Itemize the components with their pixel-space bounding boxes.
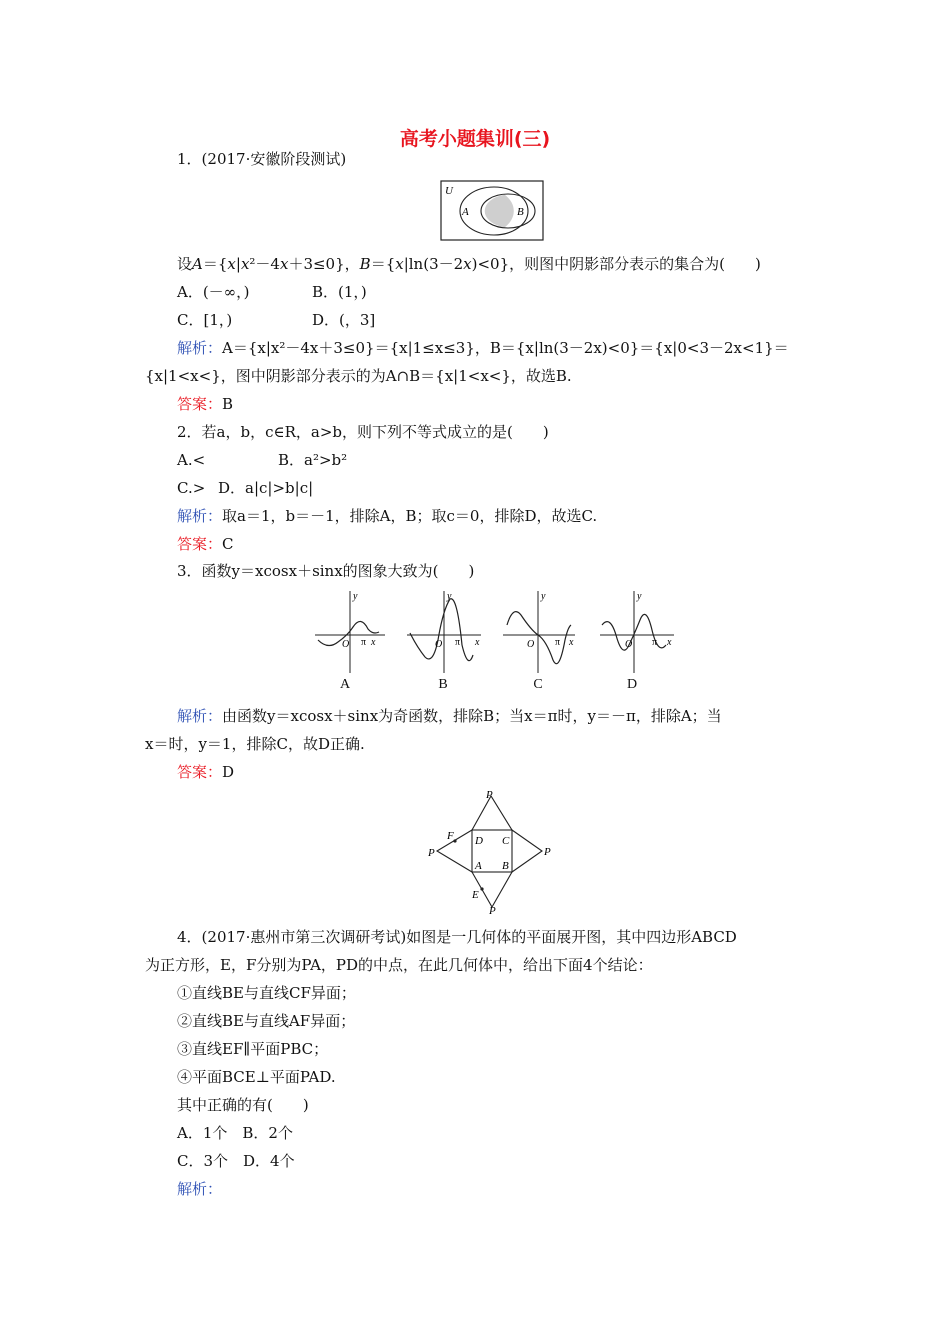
graph-a-caption: A — [339, 677, 351, 692]
net-triangle-top — [472, 796, 512, 830]
graph-a-pi: π — [361, 637, 367, 648]
q1-solution-line1: 解析：A＝{x|x²－4x＋3≤0}＝{x|1≤x≤3}，B＝{x|ln(3－2x)<0}＝{x|0<3－2x<1}＝ — [177, 339, 789, 357]
graph-b-origin: O — [435, 639, 443, 650]
graph-b-y-label: y — [447, 591, 452, 602]
net-label-d: D — [475, 835, 483, 847]
venn-label-b: B — [517, 206, 524, 218]
graph-b-x-label: x — [475, 637, 480, 648]
graph-c-caption: C — [533, 677, 543, 692]
graph-c — [503, 591, 575, 673]
page-title: 高考小题集训(三) — [399, 128, 551, 150]
graph-b-pi: π — [455, 637, 461, 648]
graph-a-y-label: y — [353, 591, 358, 602]
graph-d-pi: π — [652, 637, 658, 648]
graph-b-caption: B — [438, 677, 448, 692]
graph-c-y-label: y — [541, 591, 546, 602]
graph-d — [600, 591, 674, 673]
q4-item-2: ②直线BE与直线AF异面； — [177, 1012, 356, 1030]
q3-solution-line2: x＝时，y＝1，排除C，故D正确. — [145, 735, 365, 753]
q1-option-a: A．(－∞，) — [177, 283, 250, 301]
venn-diagram — [440, 180, 545, 242]
net-label-p-right: P — [544, 846, 551, 858]
q2-option-a: A.< — [177, 451, 206, 469]
q2-option-b: B．a²>b² — [278, 451, 348, 469]
graph-d-origin: O — [625, 639, 633, 650]
q4-item-4: ④平面BCE⊥平面PAD. — [177, 1068, 336, 1086]
q2-stem: 2．若a，b，c∈R，a>b，则下列不等式成立的是( ) — [177, 423, 549, 441]
graph-d-caption: D — [626, 677, 638, 692]
q4-stem-line2: 为正方形，E，F分别为PA，PD的中点，在此几何体中，给出下面4个结论： — [145, 956, 653, 974]
graph-a — [315, 591, 385, 673]
q3-stem: 3．函数y＝xcosx＋sinx的图象大致为( ) — [177, 562, 475, 580]
net-triangle-left — [437, 830, 472, 872]
net-label-e: E — [472, 889, 479, 901]
q4-solution-label: 解析： — [177, 1180, 223, 1198]
net-label-a: A — [475, 860, 482, 872]
net-label-b: B — [502, 860, 509, 872]
q4-ask: 其中正确的有( ) — [177, 1096, 309, 1114]
q3-answer: 答案：D — [177, 763, 235, 781]
pyramid-net-figure — [425, 790, 560, 915]
point-f — [453, 839, 456, 842]
q3-graphs — [305, 585, 685, 675]
net-label-f: F — [447, 830, 454, 842]
q1-option-b: B．(1，) — [312, 283, 367, 301]
q2-answer: 答案：C — [177, 535, 234, 553]
q4-item-1: ①直线BE与直线CF异面； — [177, 984, 356, 1002]
q4-options-cd: C．3个 D．4个 — [177, 1152, 295, 1170]
graph-d-y-label: y — [637, 591, 642, 602]
net-label-p-left: P — [428, 847, 435, 859]
graph-c-pi: π — [555, 637, 561, 648]
net-label-p-top: P — [486, 790, 493, 801]
graph-c-origin: O — [527, 639, 535, 650]
q1-header: 1．(2017·安徽阶段测试) — [177, 150, 347, 168]
net-label-c: C — [502, 835, 510, 847]
q1-answer: 答案：B — [177, 395, 234, 413]
q1-stem: 设A＝{x|x²－4x＋3≤0}，B＝{x|ln(3－2x)<0}，则图中阴影部分表示的集合为( ) — [177, 255, 761, 273]
net-triangle-right — [512, 830, 542, 872]
q4-stem-line1: 4．(2017·惠州市第三次调研考试)如图是一几何体的平面展开图，其中四边形ABCD — [177, 928, 737, 946]
venn-label-a: A — [462, 206, 469, 218]
q1-solution-line2: {x|1<x<}，图中阴影部分表示的为A∩B＝{x|1<x<}，故选B. — [145, 367, 572, 385]
q2-option-d: D．a|c|>b|c| — [218, 479, 314, 497]
point-e — [480, 887, 483, 890]
graph-a-origin: O — [342, 639, 350, 650]
q4-item-3: ③直线EF∥平面PBC； — [177, 1040, 329, 1058]
graph-c-x-label: x — [569, 637, 574, 648]
net-label-p-bottom: P — [489, 905, 496, 915]
graph-b — [407, 591, 481, 673]
q1-option-c: C．[1，) — [177, 311, 233, 329]
graph-d-x-label: x — [667, 637, 672, 648]
q4-options-ab: A．1个 B．2个 — [177, 1124, 293, 1142]
venn-label-u: U — [445, 185, 453, 197]
q1-option-d: D．(，3] — [312, 311, 376, 329]
q2-solution: 解析：取a＝1，b＝－1，排除A，B；取c＝0，排除D，故选C. — [177, 507, 598, 525]
q2-option-c: C.> — [177, 479, 206, 497]
q3-solution-line1: 解析：由函数y＝xcosx＋sinx为奇函数，排除B；当x＝π时，y＝－π，排除A；当 — [177, 707, 722, 725]
graph-a-x-label: x — [371, 637, 376, 648]
